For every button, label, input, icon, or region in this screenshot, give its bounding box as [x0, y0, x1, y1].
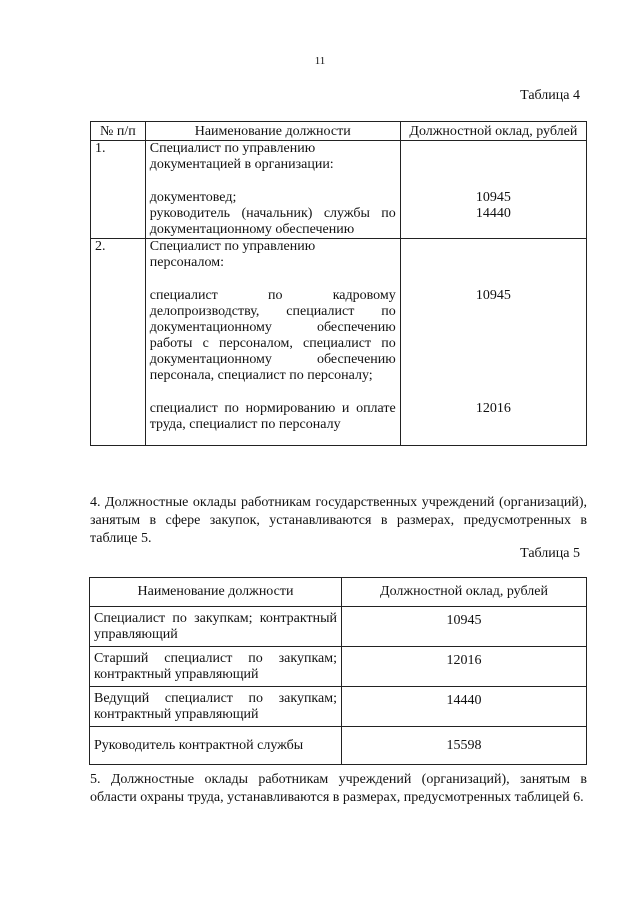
salary-value: 14440 [475, 206, 511, 221]
page-number: 11 [314, 55, 326, 67]
salary-value: 15598 [342, 727, 587, 765]
table-row [91, 239, 587, 446]
salary-cell [400, 141, 586, 239]
salary-value: 14440 [342, 687, 587, 727]
table-4-caption: Таблица 4 [520, 88, 580, 103]
position-name: Ведущий специалист по закупкам; контрактный управляющий [90, 687, 342, 727]
table-5-caption: Таблица 5 [520, 546, 580, 561]
column-header-salary: Должностной оклад, рублей [342, 578, 587, 607]
salary-table-5 [89, 577, 587, 765]
paragraph-5: 5. Должностные оклады работникам учреждений (организаций), занятым в области охраны труда, устанавливаются в размерах, предусмотренных таблицей 6. [90, 772, 587, 805]
salary-value: 10945 [475, 288, 511, 303]
position-name: специалист по кадровому делопроизводству, специалист по документационному обеспечению работы с персоналом, специалист по документационному обеспечению персонала, специалист по персоналу; [149, 288, 396, 383]
salary-value: 12016 [342, 647, 587, 687]
group-title: Специалист по управлению [149, 239, 316, 254]
group-title-continued: персоналом: [149, 255, 224, 270]
salary-value: 10945 [342, 607, 587, 647]
position-name: Старший специалист по закупкам; контрактный управляющий [90, 647, 342, 687]
salary-cell [400, 239, 586, 446]
group-title-continued: документацией в организации: [149, 157, 334, 172]
table-row [90, 647, 587, 687]
paragraph-4: 4. Должностные оклады работникам государственных учреждений (организаций), занятым в сфере закупок, устанавливаются в размерах, предусмотренных в таблице 5. [90, 495, 587, 546]
salary-value: 12016 [475, 401, 511, 416]
column-header-position: Наименование должности [145, 122, 400, 141]
row-number: 2. [91, 239, 146, 446]
position-name: документовед; [149, 190, 237, 205]
row-number: 1. [91, 141, 146, 239]
position-name: Руководитель контрактной службы [90, 727, 342, 765]
position-name: Специалист по закупкам; контрактный управляющий [90, 607, 342, 647]
column-header-position: Наименование должности [90, 578, 342, 607]
table-header-row [91, 122, 587, 141]
table-row [90, 607, 587, 647]
position-name: специалист по нормированию и оплате труда, специалист по персоналу [149, 401, 396, 432]
group-title: Специалист по управлению [149, 141, 316, 156]
table-row [90, 727, 587, 765]
position-cell [145, 239, 400, 446]
table-row [90, 687, 587, 727]
column-header-salary: Должностной оклад, рублей [400, 122, 586, 141]
salary-value: 10945 [475, 190, 511, 205]
table-row [91, 141, 587, 239]
salary-table-4 [90, 121, 587, 446]
column-header-number: № п/п [91, 122, 146, 141]
position-name: руководитель (начальник) службы по документационному обеспечению [149, 206, 396, 237]
position-cell [145, 141, 400, 239]
table-header-row [90, 578, 587, 607]
